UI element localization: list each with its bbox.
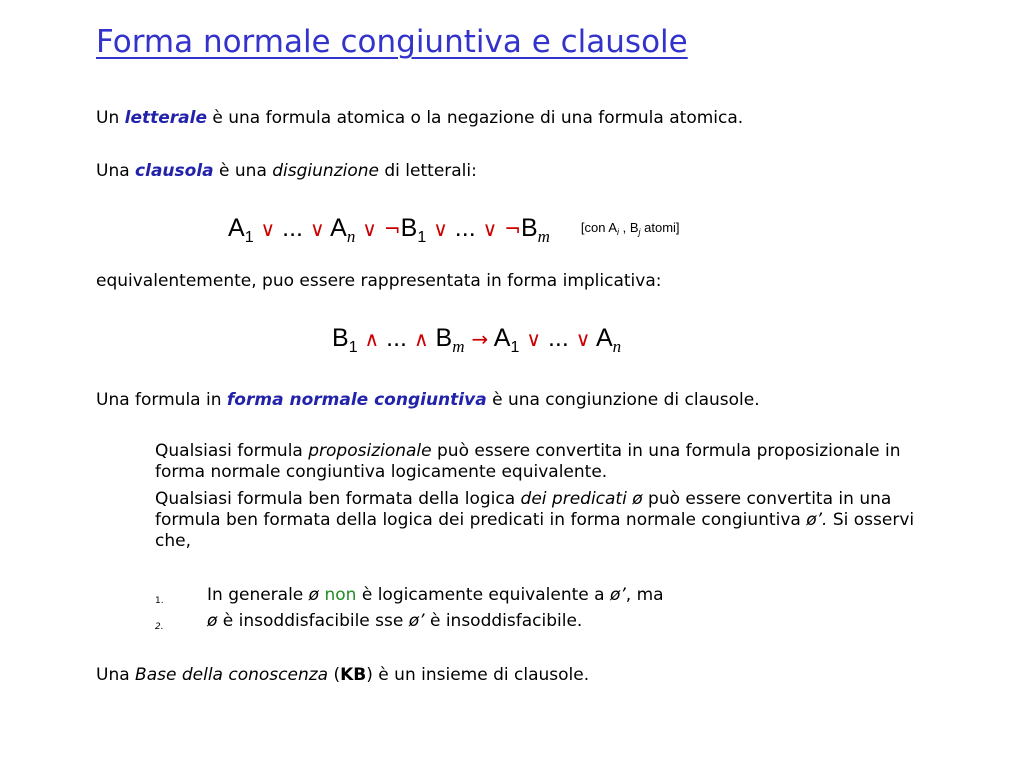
text: In generale bbox=[207, 585, 309, 605]
symbol-b: B bbox=[332, 324, 349, 352]
symbol-b: B bbox=[520, 214, 538, 242]
and-operator: ∧ bbox=[413, 327, 429, 351]
list-number: 2. bbox=[155, 622, 164, 632]
phi: ø bbox=[207, 611, 218, 631]
or-operator: ∨ bbox=[433, 217, 448, 241]
list-item bbox=[207, 585, 664, 605]
literal-definition bbox=[96, 107, 743, 129]
subscript: 1 bbox=[510, 339, 520, 356]
subscript: n bbox=[612, 337, 622, 356]
text: ( bbox=[328, 665, 341, 685]
atoms-note bbox=[581, 220, 680, 235]
text: Un bbox=[96, 108, 125, 128]
or-operator: ∨ bbox=[482, 217, 498, 241]
ellipsis: ... bbox=[282, 214, 303, 242]
subscript: 1 bbox=[244, 229, 254, 246]
text: è logicamente equivalente a bbox=[356, 585, 610, 605]
cnf-definition bbox=[96, 389, 760, 411]
word-non: non bbox=[324, 585, 357, 605]
keyword-cnf: forma normale congiuntiva bbox=[226, 390, 487, 410]
or-operator: ∨ bbox=[309, 217, 325, 241]
not-operator: ¬ bbox=[504, 217, 521, 241]
and-operator: ∧ bbox=[364, 327, 380, 351]
clause-definition bbox=[96, 160, 477, 182]
text: , ma bbox=[625, 585, 664, 605]
text: Una bbox=[96, 161, 136, 181]
text: Qualsiasi formula bbox=[155, 441, 309, 461]
symbol-a: A bbox=[493, 324, 511, 352]
symbol-a: A bbox=[330, 214, 347, 242]
phi-prime: ø’ bbox=[408, 611, 425, 631]
ellipsis: ... bbox=[547, 324, 569, 352]
text: può essere convertita in una formula ben formata della logica dei predicati in forma normale congiuntiva bbox=[155, 489, 892, 530]
term-dei-predicati: dei predicati ø bbox=[520, 489, 643, 509]
kb-definition bbox=[96, 664, 589, 686]
keyword-clausola: clausola bbox=[135, 161, 214, 181]
text: Una formula in bbox=[96, 390, 227, 410]
text: è una congiunzione di clausole. bbox=[486, 390, 760, 410]
phi-prime: ø’. bbox=[806, 510, 828, 530]
text: ) è un insieme di clausole. bbox=[366, 665, 590, 685]
phi: ø bbox=[308, 585, 320, 605]
subscript: i bbox=[617, 227, 620, 237]
subscript: n bbox=[346, 227, 356, 246]
symbol-b: B bbox=[435, 324, 453, 352]
text: può essere convertita in una formula proposizionale in forma normale congiuntiva logicamente equivalente. bbox=[155, 441, 901, 482]
text: è una formula atomica o la negazione di una formula atomica. bbox=[206, 108, 744, 128]
phi-prime: ø’ bbox=[609, 585, 626, 605]
subscript: m bbox=[452, 337, 465, 356]
subscript: 1 bbox=[348, 339, 358, 356]
kb-abbreviation: KB bbox=[340, 665, 367, 685]
subscript: j bbox=[638, 227, 641, 237]
symbol-b: B bbox=[400, 214, 418, 242]
or-operator: ∨ bbox=[575, 327, 591, 351]
not-operator: ¬ bbox=[383, 217, 401, 241]
or-operator: ∨ bbox=[260, 217, 276, 241]
text: [con A bbox=[580, 220, 618, 235]
subscript: m bbox=[537, 227, 550, 246]
text: è una bbox=[213, 161, 273, 181]
text: è insoddisfacibile sse bbox=[217, 611, 409, 631]
list-number: 1. bbox=[155, 596, 164, 606]
subscript: 1 bbox=[417, 229, 427, 246]
propositional-paragraph bbox=[155, 441, 915, 483]
ellipsis: ... bbox=[454, 214, 476, 242]
term-proposizionale: proposizionale bbox=[308, 441, 432, 461]
text: , B bbox=[619, 220, 639, 235]
symbol-a: A bbox=[228, 214, 245, 242]
implicative-intro: equivalentemente, puo essere rappresentata in forma implicativa: bbox=[96, 271, 662, 291]
symbol-a: A bbox=[595, 324, 613, 352]
list-item bbox=[207, 611, 582, 631]
ellipsis: ... bbox=[386, 324, 407, 352]
implies-operator: → bbox=[471, 327, 489, 351]
text: Qualsiasi formula ben formata della logica bbox=[155, 489, 521, 509]
clause-formula bbox=[228, 214, 680, 247]
or-operator: ∨ bbox=[526, 327, 541, 351]
text: è insoddisfacibile. bbox=[424, 611, 583, 631]
indented-block bbox=[155, 441, 915, 558]
implicative-formula bbox=[332, 324, 621, 357]
text: Una bbox=[96, 665, 136, 685]
text: di letterali: bbox=[378, 161, 477, 181]
term-base-conoscenza: Base della conoscenza bbox=[135, 665, 329, 685]
keyword-letterale: letterale bbox=[124, 108, 207, 128]
term-disgiunzione: disgiunzione bbox=[272, 161, 379, 181]
predicate-paragraph bbox=[155, 489, 915, 552]
text: Si osservi che, bbox=[155, 510, 915, 551]
or-operator: ∨ bbox=[362, 217, 377, 241]
text: atomi] bbox=[640, 220, 680, 235]
page-title: Forma normale congiuntiva e clausole bbox=[96, 24, 688, 60]
